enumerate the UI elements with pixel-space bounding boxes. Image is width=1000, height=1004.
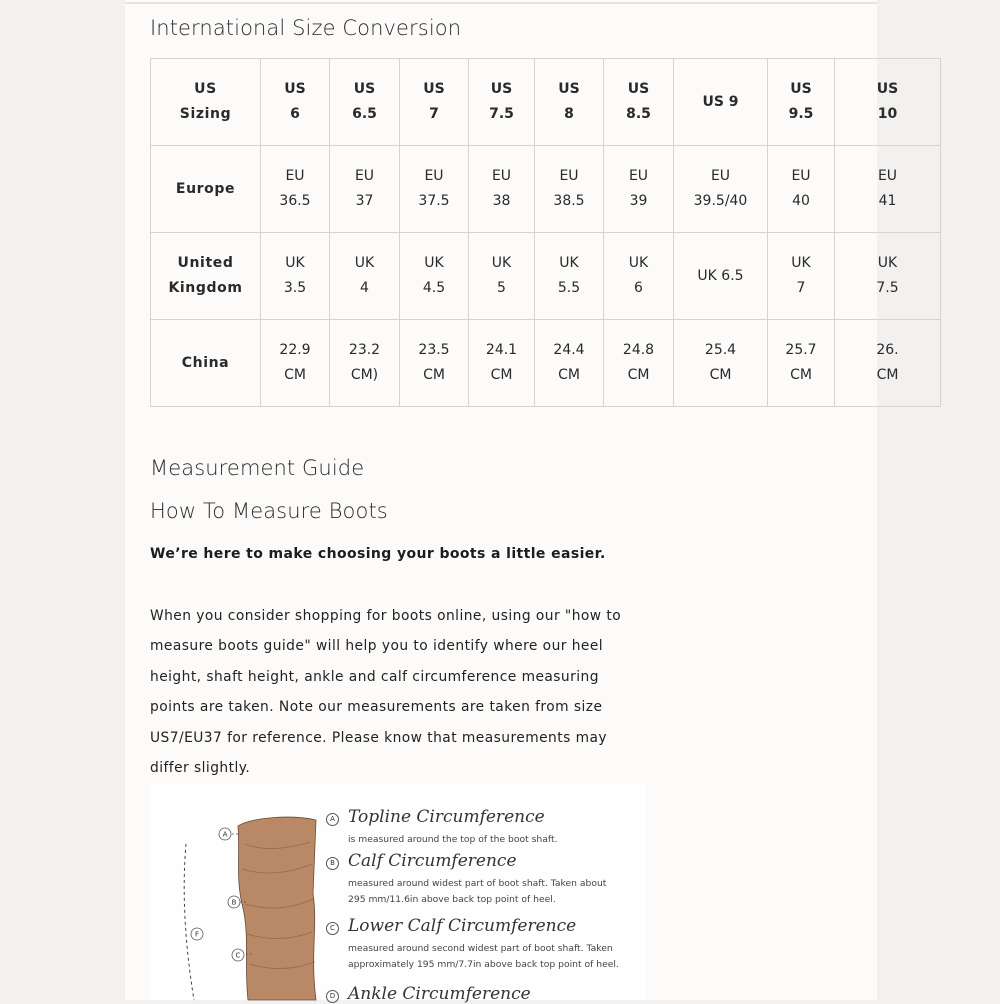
size-cell-line: 25.7 xyxy=(785,342,817,358)
size-cell-line: UK xyxy=(285,255,305,271)
paragraph-line: measure boots guide" will help you to identify where our heel xyxy=(150,638,604,655)
how-to-measure-title: How To Measure Boots xyxy=(150,499,388,523)
size-cell-line: EU xyxy=(791,168,811,184)
size-cell-line: 7 xyxy=(429,106,439,122)
size-cell-line: 6 xyxy=(634,280,643,296)
top-divider xyxy=(125,2,877,4)
size-cell-line: UK xyxy=(877,255,898,271)
legend-description xyxy=(348,832,558,848)
size-cell xyxy=(835,59,941,146)
table-row xyxy=(151,59,941,146)
legend-description-line: measured around widest part of boot shaft. Taken about xyxy=(348,878,607,889)
size-cell-line: 8 xyxy=(564,106,574,122)
size-cell xyxy=(768,59,835,146)
size-cell-line: US xyxy=(423,81,445,97)
size-conversion-table-wrapper xyxy=(150,58,899,416)
size-cell xyxy=(535,59,604,146)
size-cell-line: US xyxy=(790,81,812,97)
size-cell xyxy=(674,233,768,320)
size-cell-line: 37 xyxy=(355,193,374,209)
size-cell-line: 26. xyxy=(876,342,899,358)
row-header xyxy=(151,146,261,233)
row-header xyxy=(151,320,261,407)
legend-description-line: approximately 195 mm/7.7in above back top point of heel. xyxy=(348,959,619,970)
paragraph-line: US7/EU37 for reference. Please know that measurements may xyxy=(150,729,607,746)
size-cell-line: CM xyxy=(709,367,732,383)
size-cell-line: US xyxy=(490,81,513,97)
measurement-guide-title: Measurement Guide xyxy=(150,456,365,480)
size-conversion-table xyxy=(150,58,941,407)
size-cell xyxy=(604,59,674,146)
paragraph-line: height, shaft height, ankle and calf circumference measuring xyxy=(150,668,599,685)
size-cell-line: 7.5 xyxy=(489,106,514,122)
size-cell-line: US xyxy=(558,81,580,97)
diagram-marker-letter: B xyxy=(231,898,237,907)
size-cell xyxy=(835,146,941,233)
size-cell xyxy=(330,146,400,233)
size-cell xyxy=(330,59,400,146)
size-cell-line: UK 6.5 xyxy=(697,267,744,284)
size-cell-line: EU xyxy=(710,168,731,184)
size-cell-line: 7.5 xyxy=(876,280,899,296)
legend-description-line: is measured around the top of the boot shaft. xyxy=(348,834,558,845)
size-cell xyxy=(674,59,768,146)
size-cell-line: 37.5 xyxy=(418,193,450,209)
size-cell-line: EU xyxy=(559,168,579,184)
size-cell-line: 24.8 xyxy=(622,342,655,358)
legend-description-line: 295 mm/11.6in above back top point of heel. xyxy=(348,894,556,905)
size-cell xyxy=(535,233,604,320)
size-cell-line: CM) xyxy=(350,367,379,383)
size-cell-line: EU xyxy=(354,168,375,184)
size-cell xyxy=(768,320,835,407)
table-row xyxy=(151,146,941,233)
size-cell-line: EU xyxy=(877,168,898,184)
row-header xyxy=(151,233,261,320)
size-cell-line: 24.4 xyxy=(553,342,585,358)
lead-text: We’re here to make choosing your boots a little easier. xyxy=(150,546,606,562)
size-cell xyxy=(604,320,674,407)
size-cell-line: 23.5 xyxy=(418,342,450,358)
legend-description-line: measured around second widest part of boot shaft. Taken xyxy=(348,943,613,954)
size-cell xyxy=(768,233,835,320)
paragraph-line: When you consider shopping for boots online, using our "how to xyxy=(150,608,622,624)
row-header xyxy=(151,59,261,146)
size-guide-page xyxy=(125,0,899,1004)
size-cell xyxy=(261,146,330,233)
size-cell xyxy=(261,320,330,407)
size-cell-line: US 9 xyxy=(702,93,739,110)
size-cell xyxy=(604,233,674,320)
size-cell-line: 38.5 xyxy=(553,193,585,209)
legend-badge: C xyxy=(326,922,339,935)
boot-measurement-diagram xyxy=(150,784,645,1004)
size-cell-line: 24.1 xyxy=(485,342,518,358)
size-cell-line: UK xyxy=(354,255,375,271)
size-cell xyxy=(674,320,768,407)
diagram-marker-letter: C xyxy=(235,951,241,960)
size-cell-line: US xyxy=(353,81,376,97)
conversion-title: International Size Conversion xyxy=(150,16,462,40)
size-cell xyxy=(835,320,941,407)
size-cell xyxy=(469,59,535,146)
size-cell-line: UK xyxy=(559,255,579,271)
size-cell-line: EU xyxy=(424,168,444,184)
size-cell-line: UK xyxy=(424,255,444,271)
legend-description xyxy=(348,876,606,908)
size-cell-line: CM xyxy=(627,367,650,383)
legend-title: Lower Calf Circumference xyxy=(348,916,577,936)
table-row xyxy=(151,233,941,320)
size-cell-line: 5.5 xyxy=(557,280,581,296)
size-cell-line: 22.9 xyxy=(279,342,311,358)
size-cell-line: 39.5/40 xyxy=(693,193,748,209)
legend-badge: B xyxy=(326,857,339,870)
size-cell xyxy=(400,233,469,320)
size-cell-line: EU xyxy=(285,168,305,184)
size-cell-line: US xyxy=(876,81,899,97)
size-cell xyxy=(535,146,604,233)
size-cell-line: US xyxy=(627,81,650,97)
size-cell-line: EU xyxy=(491,168,512,184)
size-cell xyxy=(469,146,535,233)
size-cell xyxy=(835,233,941,320)
size-cell-line: EU xyxy=(628,168,649,184)
boot-shaft-shape xyxy=(235,817,316,1000)
size-cell xyxy=(674,146,768,233)
size-cell-line: 6.5 xyxy=(352,106,377,122)
row-header-line: US xyxy=(194,81,217,97)
size-cell-line: CM xyxy=(423,367,445,383)
size-cell xyxy=(261,59,330,146)
size-cell-line: 39 xyxy=(629,193,648,209)
size-cell-line: 8.5 xyxy=(626,106,651,122)
size-cell xyxy=(400,320,469,407)
legend-badge: D xyxy=(326,990,339,1003)
size-cell-line: 4 xyxy=(360,280,369,296)
legend-title: Calf Circumference xyxy=(348,851,517,871)
row-header-line: Europe xyxy=(175,180,236,197)
size-cell-line: 40 xyxy=(792,193,810,209)
paragraph-line: points are taken. Note our measurements are taken from size xyxy=(150,699,603,716)
size-cell xyxy=(330,233,400,320)
size-cell-line: 6 xyxy=(290,106,300,122)
size-cell-line: 3.5 xyxy=(283,280,307,296)
size-cell-line: 7 xyxy=(796,280,806,296)
paragraph-line: differ slightly. xyxy=(150,760,251,777)
size-cell-line: 23.2 xyxy=(348,342,381,358)
size-cell-line: CM xyxy=(490,367,513,383)
legend-description xyxy=(348,941,619,973)
size-cell xyxy=(535,320,604,407)
size-cell-line: 9.5 xyxy=(788,106,814,122)
measurement-intro-paragraph xyxy=(150,601,670,783)
row-header-line: Sizing xyxy=(179,106,232,122)
size-cell-line: UK xyxy=(791,255,811,271)
size-cell xyxy=(330,320,400,407)
shaft-height-guide-line xyxy=(184,844,194,1000)
size-cell-line: CM xyxy=(790,367,812,383)
size-cell-line: CM xyxy=(558,367,580,383)
row-header-line: China xyxy=(181,354,230,371)
size-cell-line: 41 xyxy=(878,193,897,209)
diagram-marker-letter: F xyxy=(194,930,200,939)
size-cell-line: 38 xyxy=(492,193,511,209)
legend-title: Ankle Circumference xyxy=(348,984,531,1004)
size-cell-line: UK xyxy=(628,255,649,271)
diagram-marker-letter: A xyxy=(222,830,228,839)
size-cell xyxy=(604,146,674,233)
size-cell xyxy=(400,59,469,146)
row-header-line: Kingdom xyxy=(168,280,243,296)
size-cell-line: CM xyxy=(876,367,899,383)
size-cell-line: UK xyxy=(491,255,512,271)
legend-title: Topline Circumference xyxy=(348,807,545,827)
size-cell-line: 10 xyxy=(877,106,898,122)
table-row xyxy=(151,320,941,407)
size-cell-line: 36.5 xyxy=(279,193,311,209)
size-cell-line: 25.4 xyxy=(704,342,737,358)
size-cell xyxy=(768,146,835,233)
size-cell-line: 5 xyxy=(497,280,506,296)
size-cell-line: US xyxy=(284,81,306,97)
size-cell xyxy=(400,146,469,233)
size-cell xyxy=(469,233,535,320)
size-cell xyxy=(469,320,535,407)
size-cell xyxy=(261,233,330,320)
size-cell-line: CM xyxy=(284,367,306,383)
legend-badge: A xyxy=(326,813,339,826)
size-cell-line: 4.5 xyxy=(422,280,446,296)
row-header-line: United xyxy=(177,255,234,271)
